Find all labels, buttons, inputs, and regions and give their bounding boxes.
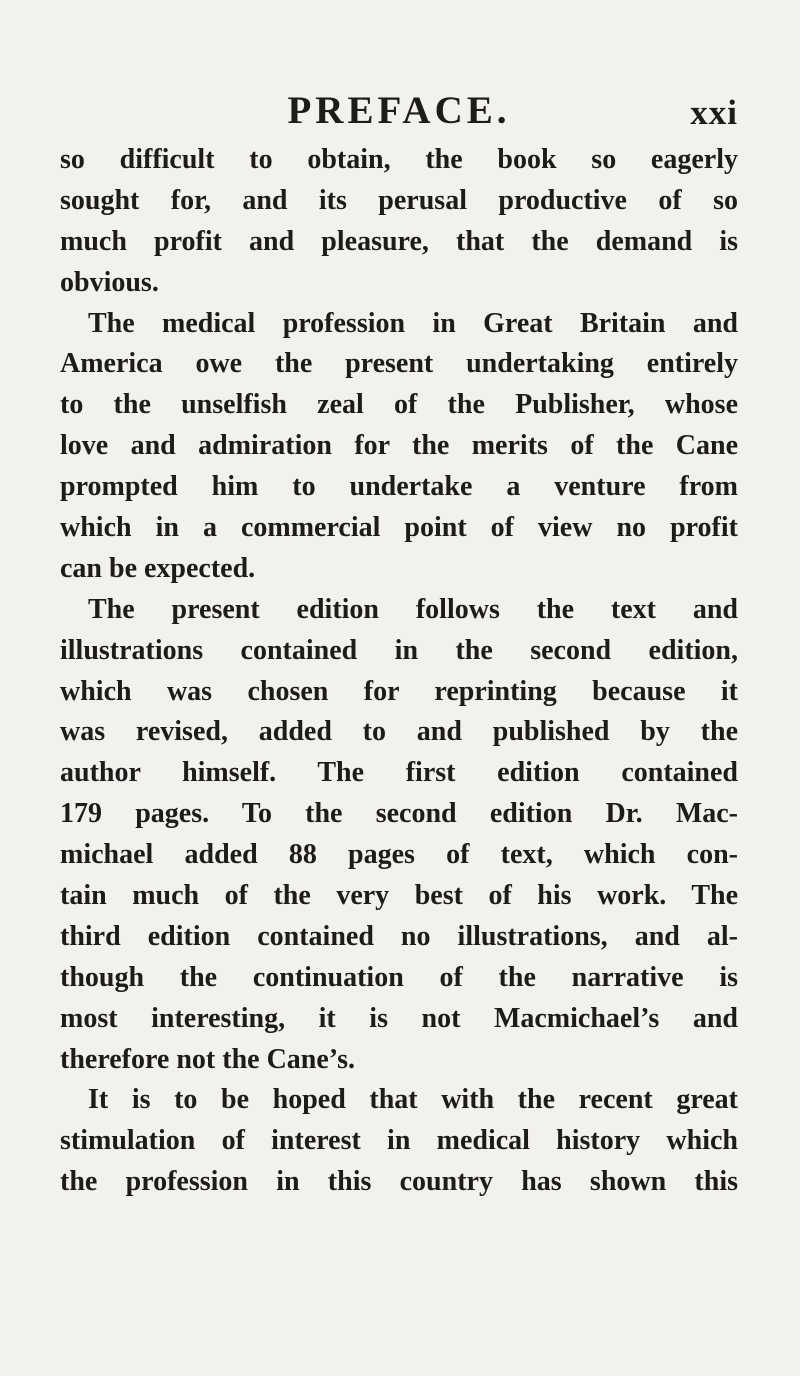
text-line: michael added 88 pages of text, which con- — [60, 839, 738, 871]
text-line: therefore not the Cane’s. — [60, 1043, 355, 1075]
text-line: which in a commercial point of view no profit — [60, 512, 738, 544]
text-line: It is to be hoped that with the recent great — [88, 1084, 738, 1116]
text-line: third edition contained no illustrations, and al- — [60, 920, 738, 952]
text-line: much profit and pleasure, that the demand is — [60, 225, 738, 257]
text-line: author himself. The first edition contained — [60, 757, 738, 789]
text-line: sought for, and its perusal productive of so — [60, 184, 738, 216]
text-line: the profession in this country has shown this — [60, 1166, 738, 1198]
text-line: which was chosen for reprinting because it — [60, 675, 738, 707]
text-line: most interesting, it is not Macmichael’s and — [60, 1002, 738, 1034]
text-line: The present edition follows the text and — [88, 593, 738, 625]
text-line: can be expected. — [60, 552, 256, 584]
text-line: so difficult to obtain, the book so eagerly — [60, 144, 738, 175]
running-title: PREFACE. — [287, 89, 511, 132]
text-line: obvious. — [60, 266, 159, 298]
text-line: love and admiration for the merits of the Cane — [60, 430, 738, 462]
text-line: illustrations contained in the second edition, — [60, 634, 738, 666]
page-number: xxi — [690, 93, 738, 132]
text-line: stimulation of interest in medical history which — [60, 1125, 738, 1157]
text-line: was revised, added to and published by the — [60, 716, 738, 748]
text-line: though the continuation of the narrative is — [60, 961, 738, 993]
body-text — [60, 140, 738, 1203]
text-line: 179 pages. To the second edition Dr. Mac- — [60, 798, 738, 830]
text-line: The medical profession in Great Britain and — [88, 307, 738, 339]
text-line: tain much of the very best of his work. The — [60, 880, 738, 912]
text-line: prompted him to undertake a venture from — [60, 471, 738, 503]
text-line: to the unselfish zeal of the Publisher, whose — [60, 389, 738, 421]
running-head — [60, 86, 738, 136]
text-line: America owe the present undertaking entirely — [60, 348, 738, 380]
